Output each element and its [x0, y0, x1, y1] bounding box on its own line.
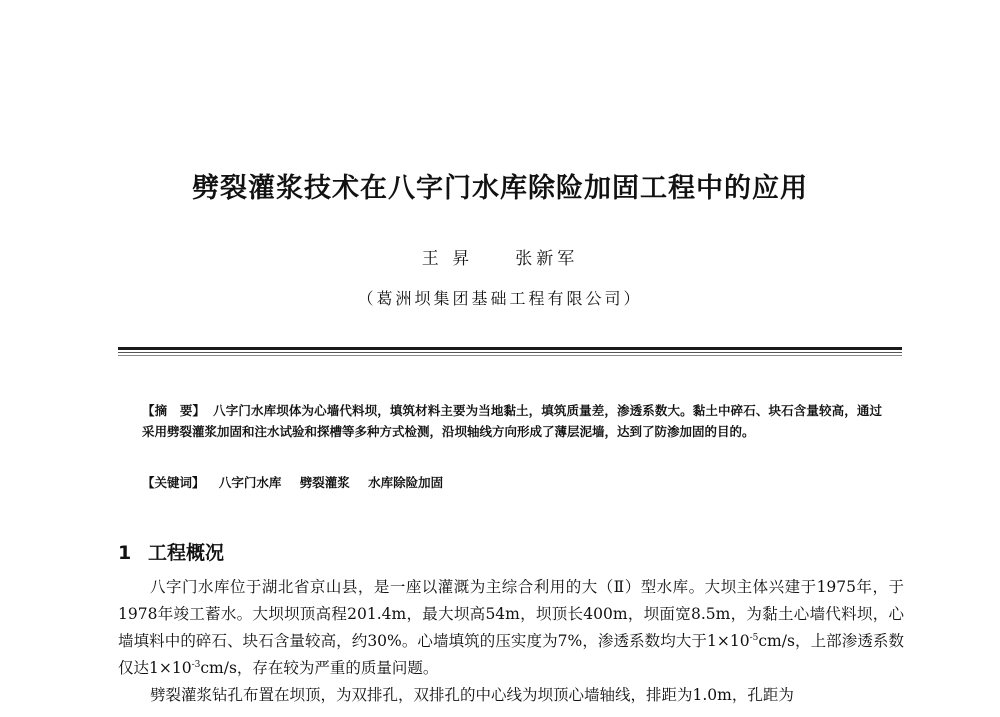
- section-heading: [118, 538, 224, 565]
- paragraph: 劈裂灌浆钻孔布置在坝顶，为双排孔，双排孔的中心线为坝顶心墙轴线，排距为1.0m，孔距为: [150, 686, 794, 704]
- author-list: [0, 244, 1000, 269]
- keywords-label: 【关键词】: [142, 475, 205, 490]
- header-divider: [118, 352, 902, 353]
- keywords: [142, 472, 457, 493]
- abstract-label: 【摘 要】: [142, 403, 206, 418]
- paper-title: 劈裂灌浆技术在八字门水库除险加固工程中的应用: [192, 173, 808, 204]
- author-affiliation: （葛洲坝集团基础工程有限公司）: [357, 289, 643, 308]
- keyword: 八字门水库: [218, 475, 282, 490]
- body-text: [118, 574, 904, 709]
- keyword: 水库除险加固: [368, 475, 444, 490]
- author-name: 王 昇: [421, 249, 474, 269]
- keyword: 劈裂灌浆: [299, 475, 350, 490]
- header-divider: [118, 347, 902, 350]
- paragraph: 八字门水库位于湖北省京山县，是一座以灌溉为主综合利用的大（Ⅱ）型水库。大坝主体兴建于1975年，于1978年竣工蓄水。大坝坝顶高程201.4m，最大坝高54m，坝顶长400m，坝面宽8.5m，为黏土心墙代料坝，心墙填料中的碎石、块石含量较高，约30%。心墙填筑的压实度为7%，渗透系数均大于$1\times 10^{-5}cm/s$，上部渗透系数仅达$1\times 10^{-3}cm/s$，存在较为严重的质量问题。: [118, 578, 904, 677]
- header-divider: [118, 355, 902, 356]
- section-title: 工程概况: [148, 542, 225, 564]
- author-name: 张新军: [515, 249, 579, 269]
- section-number: 1: [118, 542, 132, 564]
- abstract-text: 八字门水库坝体为心墙代料坝，填筑材料主要为当地黏土，填筑质量差，渗透系数大。黏土中碎石、块石含量较高，通过采用劈裂灌浆加固和注水试验和探槽等多种方式检测，沿坝轴线方向形成了薄层泥墙，达到了防渗加固的目的。: [142, 403, 882, 439]
- abstract: [142, 400, 882, 442]
